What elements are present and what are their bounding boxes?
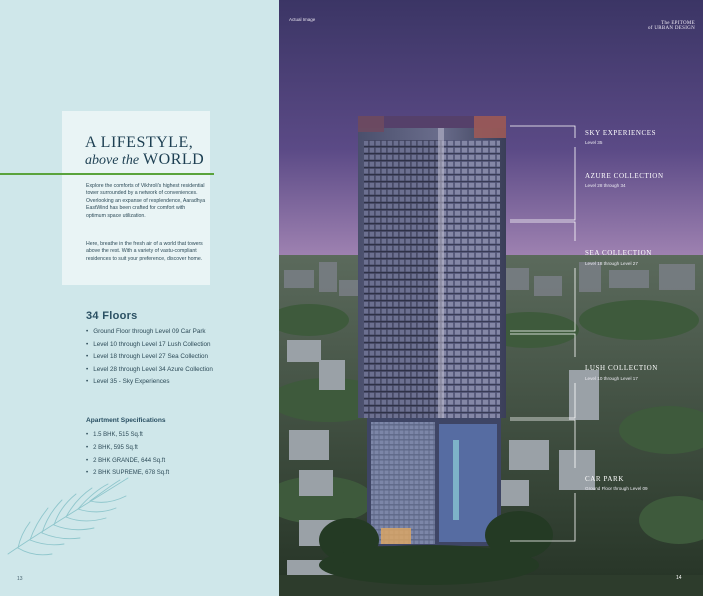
page-number-left: 13 — [17, 576, 23, 582]
tower-rendering — [279, 0, 703, 596]
callout-sub-azure: Level 28 through 34 — [585, 183, 626, 188]
list-item: • Ground Floor through Level 09 Car Park — [86, 326, 213, 339]
floors-title: 34 Floors — [86, 310, 138, 322]
list-item: • Level 10 through Level 17 Lush Collection — [86, 339, 213, 352]
list-item: • 2 BHK SUPREME, 678 Sq.ft — [86, 467, 169, 480]
right-page — [279, 0, 703, 596]
brand-logo — [615, 21, 695, 31]
intro-paragraph-2: Here, breathe in the fresh air of a world that towers above the rest. With a variety of vastu-compliant residences to suit your preference, discover home. — [86, 241, 203, 262]
list-item: • 1.5 BHK, 515 Sq.ft — [86, 429, 169, 442]
list-item: • Level 18 through Level 27 Sea Collection — [86, 351, 213, 364]
list-item: • Level 28 through Level 34 Azure Collection — [86, 364, 213, 377]
floors-list — [86, 326, 213, 389]
headline-italic: above the — [85, 153, 140, 168]
callout-sub-sky: Level 35 — [585, 140, 603, 145]
logo-line-1: The EPITOME — [661, 21, 695, 26]
callout-sub-lush: Level 10 through Level 17 — [585, 376, 638, 381]
headline-caps: WORLD — [143, 151, 205, 168]
callout-title-azure: AZURE COLLECTION — [585, 172, 664, 180]
callout-title-lush: LUSH COLLECTION — [585, 364, 658, 372]
green-accent-rule — [0, 173, 214, 175]
list-item: • 2 BHK GRANDE, 644 Sq.ft — [86, 455, 169, 468]
left-page — [0, 0, 279, 596]
page-bottom-margin — [0, 596, 703, 602]
logo-line-2: of URBAN DESIGN — [648, 26, 695, 31]
callout-sub-sea: Level 18 through Level 27 — [585, 261, 638, 266]
spec-title: Apartment Specifications — [86, 417, 166, 424]
headline-line-2 — [85, 151, 225, 169]
page-number-right: 14 — [676, 575, 682, 581]
list-item: • 2 BHK, 595 Sq.ft — [86, 442, 169, 455]
callout-sub-car-park: Ground Floor through Level 09 — [585, 486, 648, 491]
headline-line-1: A LIFESTYLE, — [85, 134, 194, 151]
palm-leaf-icon — [0, 458, 150, 568]
callout-title-sky: SKY EXPERIENCES — [585, 129, 657, 137]
callout-title-sea: SEA COLLECTION — [585, 249, 652, 257]
intro-paragraph-1: Explore the comforts of Vikhroli's highest residential tower surrounded by a network of conveniences. Overlooking an expanse of resplendence, Aaradhya EastWind has been crafted for comfort with optimum space utilization. — [86, 183, 206, 219]
artistic-impression-label: Actual Image — [289, 17, 316, 22]
callout-title-car-park: CAR PARK — [585, 475, 624, 483]
list-item: • Level 35 - Sky Experiences — [86, 376, 213, 389]
